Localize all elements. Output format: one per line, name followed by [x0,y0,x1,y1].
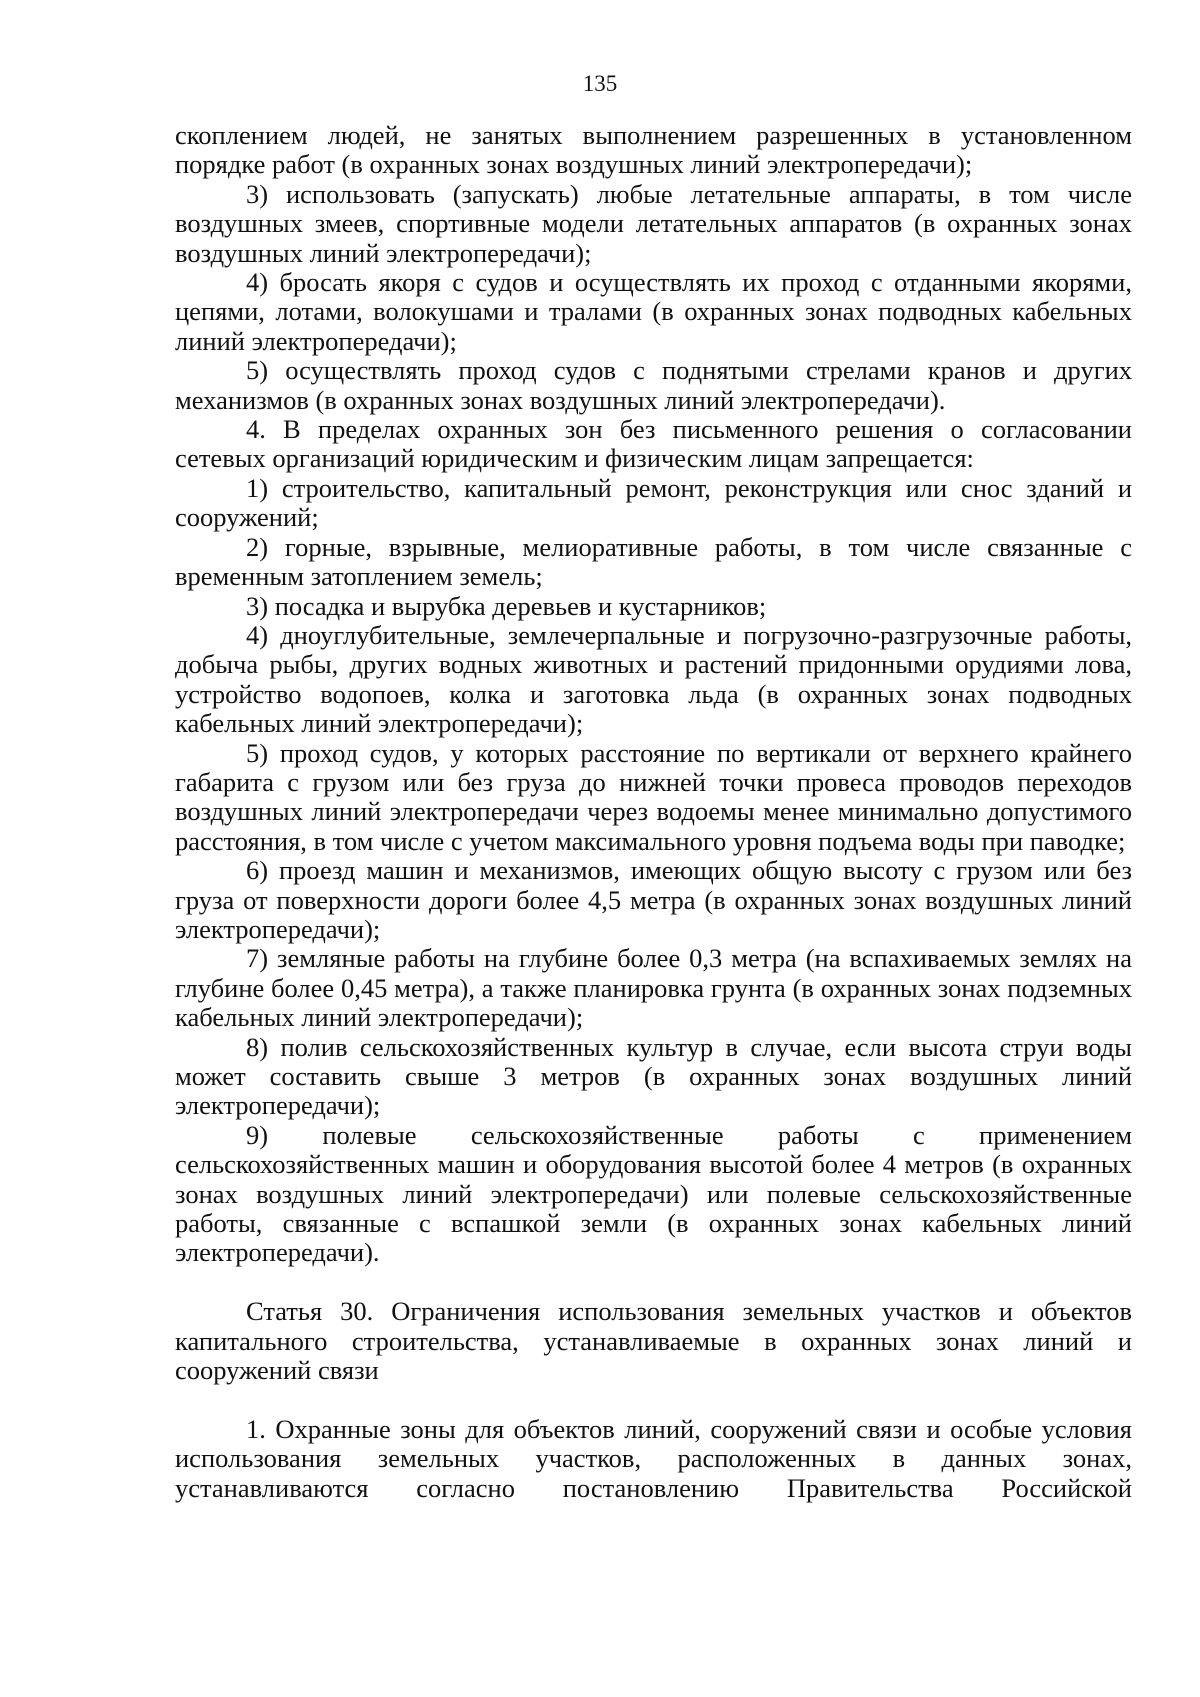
list-item-5-vessels: 5) проход судов, у которых расстояние по вертикали от верхнего крайнего габарита с грузом или без груза до нижней точки провеса проводов переходов воздушных линий электропередачи через водоемы менее минимально допустимого расстояния, в том числе с учетом максимального уровня подъема воды при паводке; [175,737,1132,856]
article-30-clause-1: 1. Охранные зоны для объектов линий, сооружений связи и особые условия использования земельных участков, расположенных в данных зонах, устанавливаются согласно постановлению Правительства Российской [175,1413,1132,1503]
list-item-3-planting: 3) посадка и вырубка деревьев и кустарников; [246,590,767,621]
list-item-3-aircraft: 3) использовать (запускать) любые летательные аппараты, в том числе воздушных змеев, спортивные модели летательных аппаратов (в охранных зонах воздушных линий электропередачи); [175,178,1132,268]
list-item-8-irrigation: 8) полив сельскохозяйственных культур в случае, если высота струи воды может составить свыше 3 метров (в охранных зонах воздушных линий электропередачи); [175,1031,1132,1121]
article-30-heading: Статья 30. Ограничения использования земельных участков и объектов капитального строительства, устанавливаемые в охранных зонах линий и сооружений связи [175,1296,1132,1386]
paragraph-spacer [175,1385,1132,1414]
clause-4-intro: 4. В пределах охранных зон без письменного решения о согласовании сетевых организаций юридическим и физическим лицам запрещается: [175,414,1132,474]
paragraph-continuation: скоплением людей, не занятых выполнением разрешенных в установленном порядке работ (в охранных зонах воздушных линий электропередачи); [175,120,1132,180]
list-item-7-earthworks: 7) земляные работы на глубине более 0,3 метра (на вспахиваемых землях на глубине более 0,45 метра), а также планировка грунта (в охранных зонах подземных кабельных линий электропередачи); [175,943,1132,1033]
document-body [175,121,1132,1503]
list-item-5-cranes: 5) осуществлять проход судов с поднятыми стрелами кранов и других механизмов (в охранных зонах воздушных линий электропередачи). [175,355,1132,415]
list-item-4-anchors: 4) бросать якоря с судов и осуществлять их проход с отданными якорями, цепями, лотами, волокушами и тралами (в охранных зонах подводных кабельных линий электропередачи); [175,267,1132,356]
list-item-4-dredging: 4) дноуглубительные, землечерпальные и погрузочно-разгрузочные работы, добыча рыбы, других водных животных и растений придонными орудиями лова, устройство водопоев, колка и заготовка льда (в охранных зонах подводных кабельных линий электропередачи); [175,619,1132,739]
page-number: 135 [582,71,618,96]
list-item-6-vehicles: 6) проезд машин и механизмов, имеющих общую высоту с грузом или без груза от поверхности дороги более 4,5 метра (в охранных зонах воздушных линий электропередачи); [175,855,1132,944]
list-item-9-field-works: 9) полевые сельскохозяйственные работы с применением сельскохозяйственных машин и оборудования высотой более 4 метров (в охранных зонах воздушных линий электропередачи) или полевые сельскохозяйственные работы, связанные с вспашкой земли (в охранных зонах кабельных линий электропередачи). [175,1119,1132,1268]
list-item-1-construction: 1) строительство, капитальный ремонт, реконструкция или снос зданий и сооружений; [175,472,1132,533]
paragraph-spacer [175,1268,1132,1297]
list-item-2-mining: 2) горные, взрывные, мелиоративные работы, в том числе связанные с временным затоплением земель; [175,531,1132,592]
